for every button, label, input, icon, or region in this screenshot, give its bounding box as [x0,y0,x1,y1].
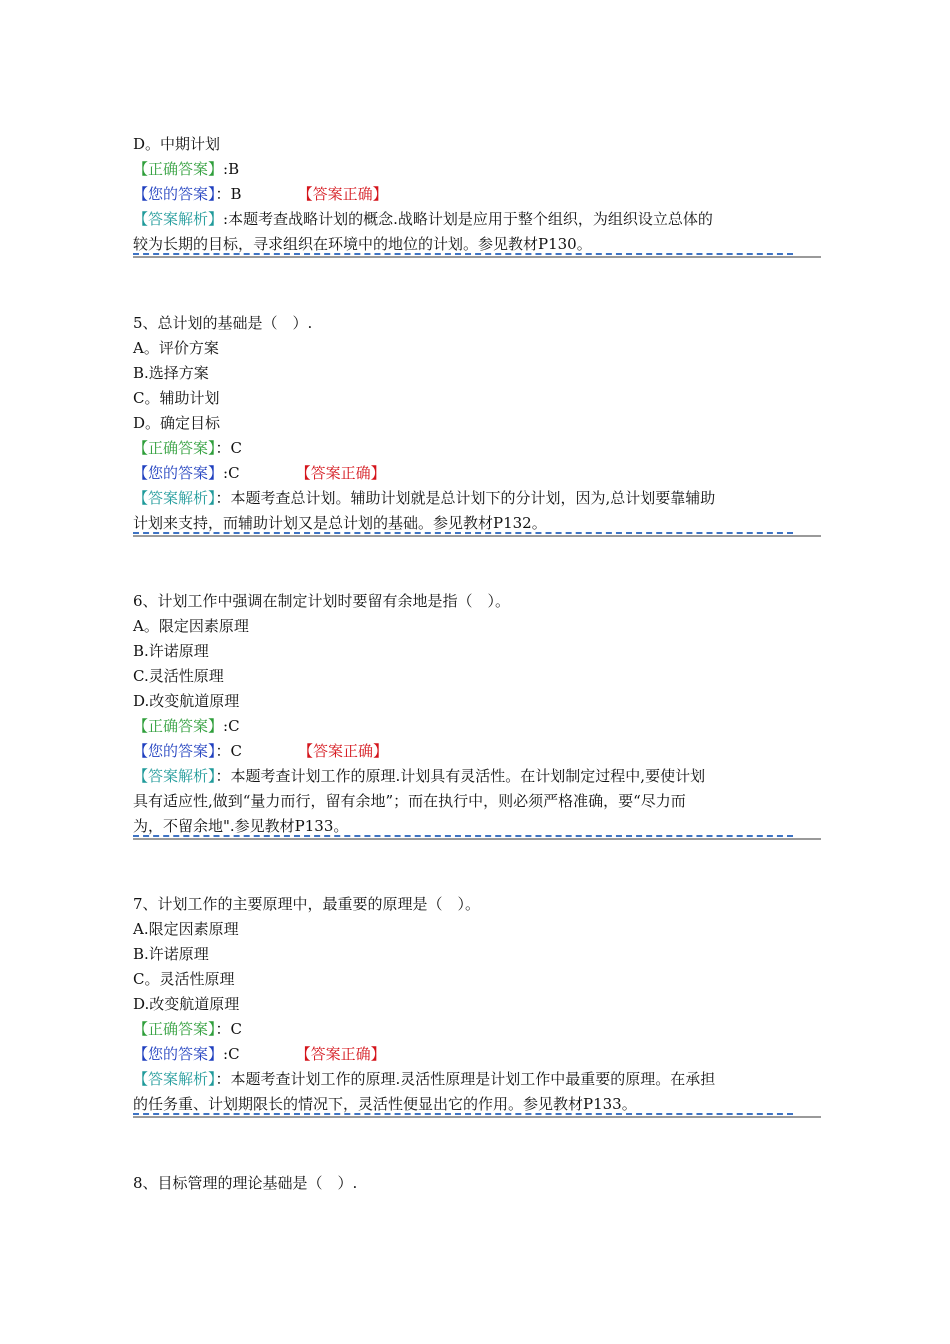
correct-answer-label: 【正确答案】 [133,1020,216,1038]
analysis-label: 【答案解析】 [133,767,216,785]
q6-analysis-text-1: 本题考查计划工作的原理.计划具有灵活性。在计划制定过程中,要使计划 [230,767,706,785]
q7-separator [133,1113,821,1117]
q6-stem: 6、计划工作中强调在制定计划时要留有余地是指（ ）。 [133,592,511,610]
q6-correct-value: C [228,717,240,735]
q5-analysis-text-1: 本题考查总计划。辅助计划就是总计划下的分计划，因为,总计划要靠辅助 [230,489,716,507]
q7-verdict: 【答案正确】 [295,1045,386,1063]
q5-your-value: C [228,464,240,482]
q6-verdict: 【答案正确】 [298,742,389,760]
q7-option-b: B.许诺原理 [133,945,209,963]
q4-separator [133,253,821,257]
analysis-label: 【答案解析】 [133,1070,216,1088]
q7-option-d: D.改变航道原理 [133,995,240,1013]
q7-correct-value: C [230,1020,243,1038]
q5-correct-answer [133,438,242,458]
q5-analysis-line-2: 计划来支持，而辅助计划又是总计划的基础。参见教材P132。 [133,514,547,532]
q6-your-answer [133,741,388,761]
q4-analysis-sep: : [223,210,229,228]
q4-correct-value: B [228,160,240,178]
q4-verdict: 【答案正确】 [297,185,388,203]
q4-yours-sep: ： [215,185,231,203]
analysis-label: 【答案解析】 [133,210,224,228]
q5-stem: 5、总计划的基础是（ ）. [133,314,313,332]
correct-answer-label: 【正确答案】 [133,717,224,735]
q4-analysis-line-2: 较为长期的目标，寻求组织在环境中的地位的计划。参见教材P130。 [133,235,592,253]
q6-analysis-line-3: 为，不留余地".参见教材P133。 [133,817,349,835]
q5-your-answer [133,463,386,483]
analysis-label: 【答案解析】 [133,489,216,507]
q4-your-value: B [230,185,242,203]
q7-analysis-sep: ： [215,1070,231,1088]
q6-analysis-line-1 [133,766,705,786]
q4-analysis-line-1 [133,209,713,229]
q6-option-c: C.灵活性原理 [133,667,224,685]
q5-correct-sep: ： [215,439,231,457]
q5-option-a: A。评价方案 [133,339,219,357]
your-answer-label: 【您的答案】 [133,464,224,482]
your-answer-label: 【您的答案】 [133,1045,224,1063]
q5-option-c: C。辅助计划 [133,389,220,407]
q4-correct-sep: : [223,160,229,178]
q6-correct-sep: : [223,717,229,735]
q5-correct-value: C [230,439,243,457]
q7-correct-sep: ： [215,1020,231,1038]
q5-option-d: D。确定目标 [133,414,221,432]
q6-analysis-line-2: 具有适应性,做到“量力而行，留有余地”；而在执行中，则必须严格准确，要“尽力而 [133,792,686,810]
q6-separator [133,835,821,839]
q5-separator [133,532,821,536]
q6-option-d: D.改变航道原理 [133,692,240,710]
q5-yours-sep: : [223,464,229,482]
your-answer-label: 【您的答案】 [133,185,216,203]
q6-your-value: C [230,742,243,760]
q6-correct-answer [133,716,240,736]
correct-answer-label: 【正确答案】 [133,160,224,178]
q4-analysis-text-1: 本题考查战略计划的概念.战略计划是应用于整个组织，为组织设立总体的 [228,210,713,228]
q7-your-answer [133,1044,386,1064]
q7-analysis-text-1: 本题考查计划工作的原理.灵活性原理是计划工作中最重要的原理。在承担 [230,1070,716,1088]
your-answer-label: 【您的答案】 [133,742,216,760]
q4-correct-answer [133,159,239,179]
q6-analysis-sep: ： [215,767,231,785]
q7-analysis-line-1 [133,1069,715,1089]
correct-answer-label: 【正确答案】 [133,439,216,457]
q7-yours-sep: : [223,1045,229,1063]
q5-analysis-line-1 [133,488,715,508]
q4-your-answer [133,184,388,204]
q8-stem: 8、目标管理的理论基础是（ ）. [133,1174,358,1192]
q7-analysis-line-2: 的任务重、计划期限长的情况下，灵活性便显出它的作用。参见教材P133。 [133,1095,637,1113]
q7-option-a: A.限定因素原理 [133,920,239,938]
q6-option-a: A。限定因素原理 [133,617,249,635]
q7-correct-answer [133,1019,242,1039]
q7-option-c: C。灵活性原理 [133,970,235,988]
q5-option-b: B.选择方案 [133,364,209,382]
q6-option-b: B.许诺原理 [133,642,209,660]
q5-analysis-sep: ： [215,489,231,507]
q6-yours-sep: ： [215,742,231,760]
q7-your-value: C [228,1045,240,1063]
q7-stem: 7、计划工作的主要原理中，最重要的原理是（ ）。 [133,895,481,913]
q4-option-d: D。中期计划 [133,135,221,153]
q5-verdict: 【答案正确】 [295,464,386,482]
